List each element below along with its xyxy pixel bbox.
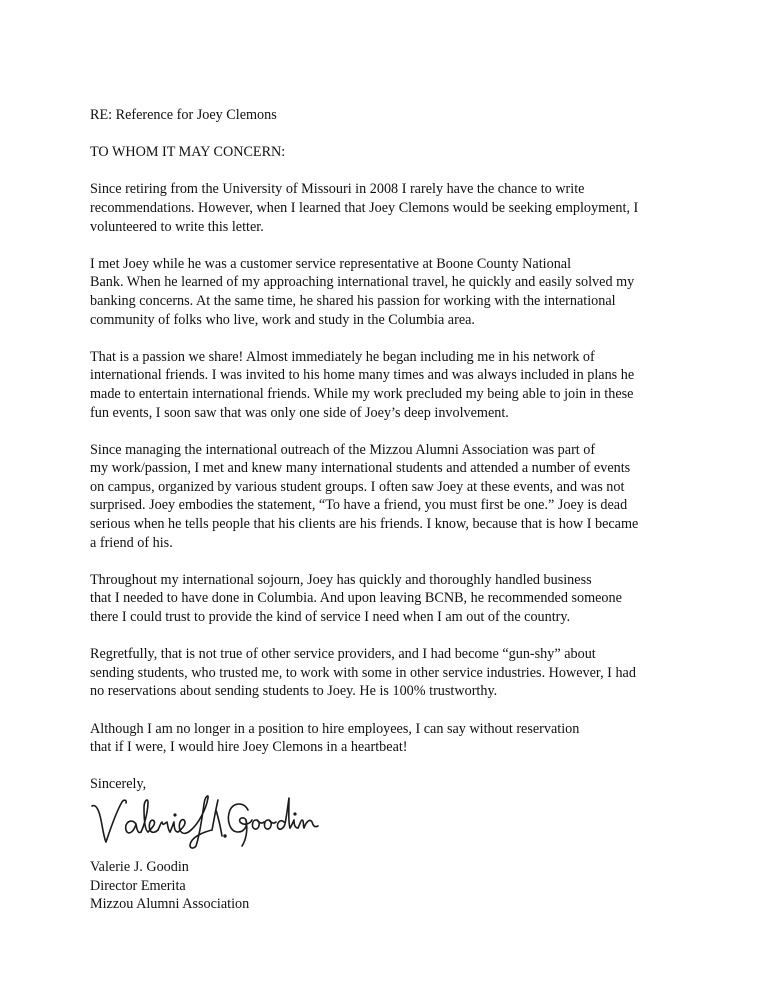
paragraph-4 [90, 441, 690, 553]
paragraph-6 [90, 645, 690, 701]
paragraph-line: that if I were, I would hire Joey Clemons in a heartbeat! [90, 739, 408, 756]
paragraph-line: sending students, who trusted me, to work with some in other service industries. However, I had [90, 664, 636, 681]
signer-title: Director Emerita [90, 877, 186, 894]
paragraph-line: international friends. I was invited to his home many times and was always included in plans he [90, 367, 635, 384]
paragraph-line: recommendations. However, when I learned that Joey Clemons would be seeking employment, I [90, 199, 639, 216]
paragraph-line: volunteered to write this letter. [90, 218, 264, 235]
re-line-text: RE: Reference for Joey Clemons [90, 107, 277, 123]
paragraph-line: Throughout my international sojourn, Joey has quickly and thoroughly handled business [90, 571, 592, 588]
paragraph-line: on campus, organized by various student groups. I often saw Joey at these events, and was not [90, 478, 625, 495]
paragraph-1 [90, 180, 690, 236]
paragraph-line: Although I am no longer in a position to hire employees, I can say without reservation [90, 720, 580, 737]
paragraph-line: I met Joey while he was a customer service representative at Boone County National [90, 255, 572, 272]
paragraph-line: Since retiring from the University of Missouri in 2008 I rarely have the chance to write [90, 181, 585, 198]
paragraph-line: Since managing the international outreach of the Mizzou Alumni Association was part of [90, 441, 596, 458]
paragraph-line: there I could trust to provide the kind of service I need when I am out of the country. [90, 609, 571, 626]
paragraph-line: a friend of his. [90, 534, 173, 551]
paragraph-line: that I needed to have done in Columbia. And upon leaving BCNB, he recommended someone [90, 590, 622, 607]
salutation-text: TO WHOM IT MAY CONCERN: [90, 144, 286, 161]
paragraph-line: That is a passion we share! Almost immediately he began including me in his network of [90, 348, 595, 365]
paragraph-line: Bank. When he learned of my approaching international travel, he quickly and easily solved my [90, 274, 635, 291]
paragraph-line: fun events, I soon saw that was only one side of Joey’s deep involvement. [90, 404, 509, 421]
closing-text: Sincerely, [90, 776, 147, 793]
handwritten-signature [90, 790, 340, 852]
paragraph-5 [90, 571, 690, 627]
signer-organization: Mizzou Alumni Association [90, 896, 250, 913]
paragraph-2 [90, 255, 690, 329]
signer-block [90, 858, 690, 914]
paragraph-line: made to entertain international friends. While my work precluded my being able to join in these [90, 385, 634, 402]
paragraph-line: surprised. Joey embodies the statement, “To have a friend, you must first be one.” Joey is dead [90, 497, 628, 514]
paragraph-7 [90, 720, 690, 757]
paragraph-line: banking concerns. At the same time, he shared his passion for working with the international [90, 292, 616, 309]
re-line [90, 106, 690, 125]
paragraph-line: serious when he tells people that his clients are his friends. I know, because that is how I became [90, 516, 639, 533]
paragraph-line: Regretfully, that is not true of other service providers, and I had become “gun-shy” about [90, 646, 596, 663]
signer-name: Valerie J. Goodin [90, 858, 189, 875]
reference-letter [90, 106, 690, 914]
paragraph-line: no reservations about sending students to Joey. He is 100% trustworthy. [90, 683, 498, 700]
salutation [90, 143, 690, 162]
paragraph-line: my work/passion, I met and knew many international students and attended a number of events [90, 460, 631, 477]
paragraph-line: community of folks who live, work and study in the Columbia area. [90, 311, 475, 328]
signature-image [88, 790, 338, 852]
paragraph-3 [90, 348, 690, 422]
